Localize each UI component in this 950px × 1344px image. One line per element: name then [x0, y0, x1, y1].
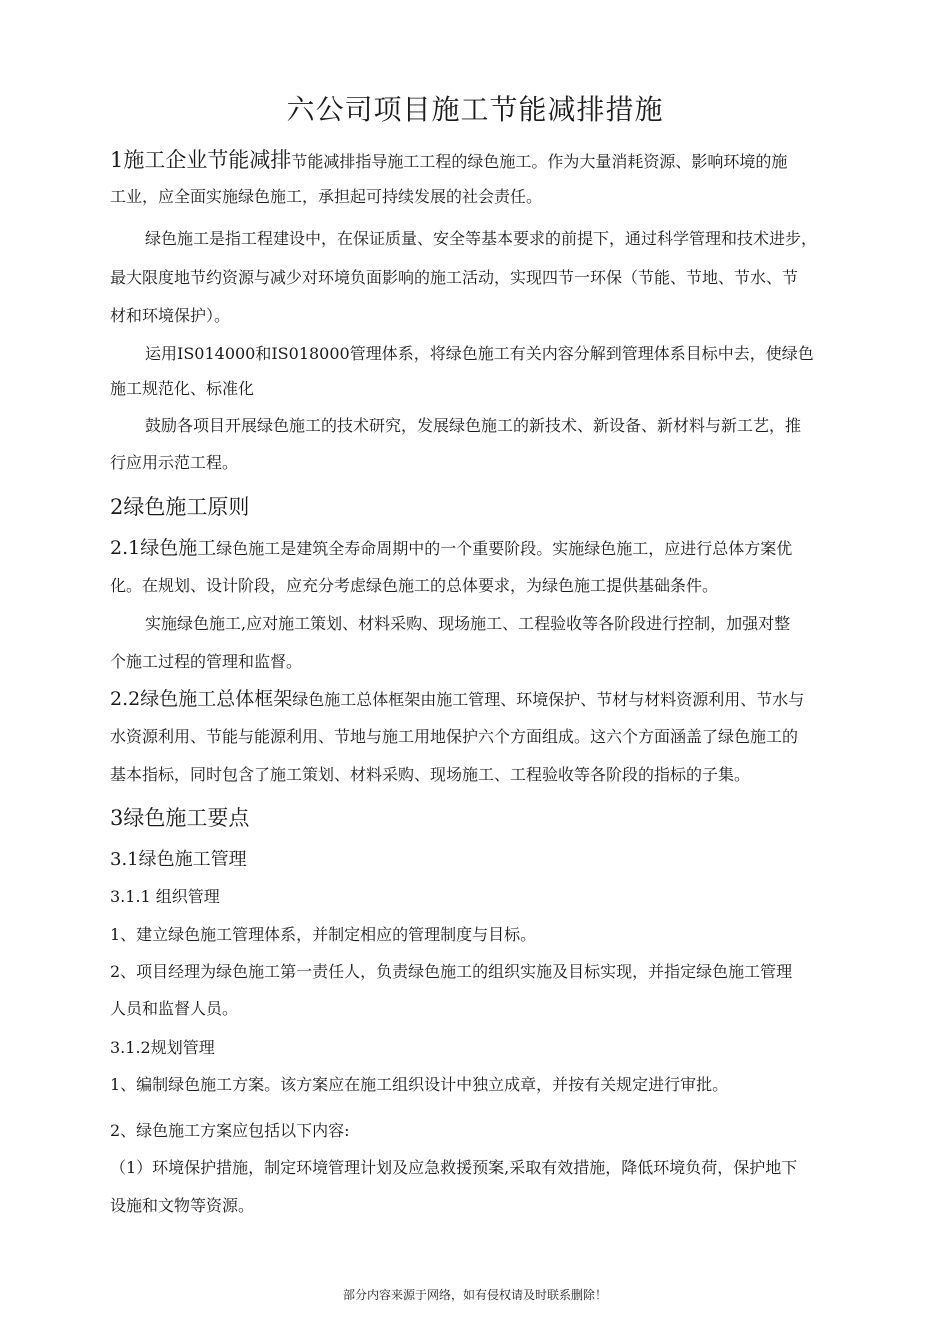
section-2-2-line1: 绿色施工总体框架由施工管理、环境保护、节材与材料资源利用、节水与: [292, 690, 805, 709]
section-1-p2-line2: 最大限度地节约资源与减少对环境负面影响的施工活动，实现四节一环保（节能、节地、节水、节: [110, 268, 799, 287]
section-2-1-p2-line1: 实施绿色施工,应对施工策划、材料采购、现场施工、工程验收等各阶段进行控制，加强对整: [145, 614, 791, 633]
list-item-5-line2: 设施和文物等资源。: [110, 1196, 255, 1215]
section-2-2-first-line: [110, 689, 804, 710]
section-1-p1-line1: 节能减排指导施工工程的绿色施工。作为大量消耗资源、影响环境的施: [291, 152, 788, 171]
section-2-1-first-line: [110, 538, 792, 559]
section-2-1-line2: 化。在规划、设计阶段，应充分考虑绿色施工的总体要求，为绿色施工提供基础条件。: [110, 576, 719, 595]
section-3-1-heading: 3.1绿色施工管理: [110, 849, 247, 870]
page-footer: 部分内容来源于网络，如有侵权请及时联系删除！: [342, 1288, 607, 1302]
section-1-p2-line3: 材和环境保护）。: [110, 306, 231, 325]
section-1-p4-line2: 行应用示范工程。: [110, 453, 239, 472]
list-item-3: 1、编制绿色施工方案。该方案应在施工组织设计中独立成章，并按有关规定进行审批。: [110, 1075, 729, 1094]
section-1-p4-line1: 鼓励各项目开展绿色施工的技术研究，发展绿色施工的新技术、新设备、新材料与新工艺，推: [145, 416, 802, 435]
section-2-1-label: 2.1绿色施工: [110, 537, 217, 559]
list-item-5-line1: （1）环境保护措施，制定环境管理计划及应急救援预案,采取有效措施，降低环境负荷，保护地下: [110, 1158, 798, 1177]
page-title: 六公司项目施工节能减排措施: [286, 93, 664, 126]
section-3-1-1-heading: 3.1.1 组织管理: [110, 887, 220, 906]
list-item-2-line1: 2、项目经理为绿色施工第一责任人，负责绿色施工的组织实施及目标实现，并指定绿色施工管理: [110, 962, 793, 981]
section-3-heading: 3绿色施工要点: [110, 806, 250, 830]
section-1-heading: 1施工企业节能减排: [110, 148, 292, 172]
list-item-4: 2、绿色施工方案应包括以下内容:: [110, 1121, 350, 1140]
section-1-first-line: [110, 147, 787, 173]
section-1-p3-line1: 运用IS014000和IS018000管理体系，将绿色施工有关内容分解到管理体系目标中去，使绿色: [145, 344, 814, 363]
section-1-p2-line1: 绿色施工是指工程建设中，在保证质量、安全等基本要求的前提下，通过科学管理和技术进步，: [145, 229, 818, 248]
section-2-2-label: 2.2绿色施工总体框架: [110, 688, 293, 710]
list-item-2-line2: 人员和监督人员。: [110, 999, 239, 1018]
section-3-1-2-heading: 3.1.2规划管理: [110, 1038, 215, 1057]
section-2-2-line2: 水资源利用、节能与能源利用、节地与施工用地保护六个方面组成。这六个方面涵盖了绿色施工的: [110, 727, 799, 746]
section-2-1-line1: 绿色施工是建筑全寿命周期中的一个重要阶段。实施绿色施工，应进行总体方案优: [216, 539, 793, 558]
list-item-1: 1、建立绿色施工管理体系，并制定相应的管理制度与目标。: [110, 925, 537, 944]
section-1-p3-line2: 施工规范化、标准化: [110, 379, 255, 398]
section-1-p1-line2: 工业，应全面实施绿色施工，承担起可持续发展的社会责任。: [110, 187, 543, 206]
section-2-2-line3: 基本指标，同时包含了施工策划、材料采购、现场施工、工程验收等各阶段的指标的子集。: [110, 765, 751, 784]
section-2-heading: 2绿色施工原则: [110, 495, 250, 519]
section-2-1-p2-line2: 个施工过程的管理和监督。: [110, 652, 303, 671]
